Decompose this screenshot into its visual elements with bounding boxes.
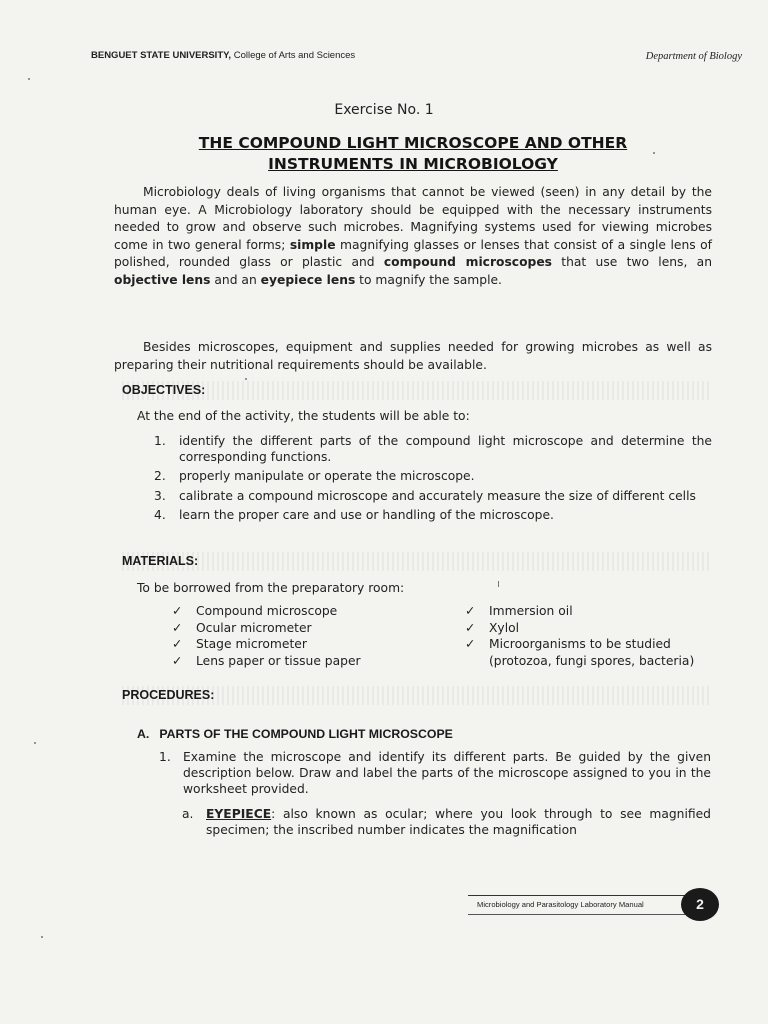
- procedure-substep-a: [182, 806, 711, 839]
- list-item: [465, 603, 695, 620]
- item-text: Lens paper or tissue paper: [196, 653, 361, 668]
- term-simple: simple: [289, 237, 336, 252]
- materials-list-left: [172, 603, 432, 669]
- intro-paragraph-1: [114, 184, 712, 290]
- list-item: [465, 620, 695, 637]
- materials-list-right: [465, 603, 695, 669]
- list-item: [150, 489, 712, 505]
- text-run: magnifying glasses or lenses that consist of a single lens of polished, rounded glass or plastic and: [114, 237, 713, 270]
- materials-heading: MATERIALS:: [122, 552, 712, 571]
- scan-speck: [41, 936, 43, 938]
- checkmark-icon: ✓: [465, 620, 476, 635]
- list-item: [172, 603, 432, 620]
- title-line-1: THE COMPOUND LIGHT MICROSCOPE AND OTHER: [198, 134, 628, 152]
- item-text: Stage micrometer: [196, 637, 307, 651]
- title-line-2: INSTRUMENTS IN MICROBIOLOGY: [268, 155, 558, 173]
- college-name: College of Arts and Sciences: [231, 50, 356, 61]
- step-number: 1.: [159, 750, 171, 764]
- text-run: Microbiology deals of living organisms that cannot be viewed (seen) in any detail by the human eye. A Microbiology laboratory should be equipped with the necessary instruments needed to grow and observe such microbes. Magnifying systems used for viewing microbes come in two general forms;: [114, 185, 712, 252]
- text-run: to magnify the sample.: [355, 272, 502, 287]
- list-item: [465, 636, 695, 669]
- list-item: [172, 636, 432, 653]
- item-text: calibrate a compound microscope and accurately measure the size of different cells: [179, 488, 696, 503]
- text-run: : also known as ocular; where you look through to see magnified specimen; the inscribed number indicates the magnification: [206, 807, 711, 838]
- scan-speck: [28, 78, 30, 80]
- checkmark-icon: ✓: [172, 653, 183, 668]
- item-text: Microorganisms to be studied (protozoa, fungi spores, bacteria): [489, 637, 695, 668]
- section-title: PARTS OF THE COMPOUND LIGHT MICROSCOPE: [159, 727, 453, 741]
- term-compound-microscopes: compound microscopes: [383, 255, 552, 270]
- list-item: [172, 620, 432, 637]
- page-number-badge: 2: [681, 888, 719, 921]
- item-text: properly manipulate or operate the microscope.: [179, 469, 475, 483]
- checkmark-icon: ✓: [465, 604, 476, 618]
- header-department: Department of Biology: [645, 51, 742, 62]
- item-text: identify the different parts of the compound light microscope and determine the corresponding functions.: [179, 434, 712, 464]
- exercise-label: Exercise No. 1: [334, 102, 434, 118]
- scan-speck: [34, 742, 36, 744]
- term-eyepiece-lens: eyepiece lens: [260, 272, 356, 287]
- procedure-section-a: [137, 727, 453, 741]
- scan-speck: [245, 378, 247, 380]
- objectives-list: [150, 434, 712, 528]
- term-objective-lens: objective lens: [114, 272, 211, 287]
- item-text: Ocular micrometer: [196, 620, 312, 635]
- list-item: [150, 469, 712, 485]
- text-run: and an: [210, 272, 261, 287]
- item-number: 2.: [154, 469, 166, 483]
- item-text: Xylol: [489, 620, 520, 635]
- step-text: Examine the microscope and identify its different parts. Be guided by the given description below. Draw and label the parts of the microscope assigned to you in the worksheet provided.: [183, 750, 711, 797]
- substep-text: [182, 806, 711, 839]
- intro-paragraph-2: Besides microscopes, equipment and supplies needed for growing microbes as well as preparing their nutritional requirements should be available.: [114, 340, 712, 372]
- footer-rule: [468, 914, 688, 915]
- list-item: [172, 653, 432, 670]
- item-text: learn the proper care and use or handling of the microscope.: [179, 508, 554, 522]
- checkmark-icon: ✓: [172, 604, 183, 618]
- list-item: [150, 508, 712, 524]
- scan-speck: [498, 581, 499, 587]
- item-number: 1.: [154, 434, 166, 448]
- item-text: Compound microscope: [196, 604, 338, 618]
- checkmark-icon: ✓: [172, 637, 183, 651]
- footer-rule: [468, 895, 688, 896]
- section-letter: A.: [137, 727, 150, 741]
- footer-manual-title: Microbiology and Parasitology Laboratory Manual: [477, 900, 644, 909]
- procedures-heading: PROCEDURES:: [122, 686, 712, 705]
- materials-intro: To be borrowed from the preparatory room:: [137, 581, 405, 595]
- scan-speck: [653, 152, 655, 154]
- term-eyepiece: EYEPIECE: [206, 807, 272, 821]
- item-number: 4.: [154, 508, 166, 522]
- text-run: that use two lens, an: [552, 255, 712, 270]
- item-text: Immersion oil: [489, 604, 573, 618]
- university-name: BENGUET STATE UNIVERSITY,: [91, 50, 232, 61]
- objectives-heading: OBJECTIVES:: [122, 381, 712, 400]
- procedure-step-1: [159, 749, 711, 798]
- item-number: 3.: [154, 488, 166, 503]
- checkmark-icon: ✓: [172, 620, 183, 635]
- substep-letter: a.: [182, 807, 194, 821]
- list-item: [150, 434, 712, 465]
- header-university: [91, 50, 355, 61]
- objectives-intro: At the end of the activity, the students will be able to:: [137, 409, 470, 423]
- document-title: [150, 133, 676, 175]
- checkmark-icon: ✓: [465, 637, 476, 651]
